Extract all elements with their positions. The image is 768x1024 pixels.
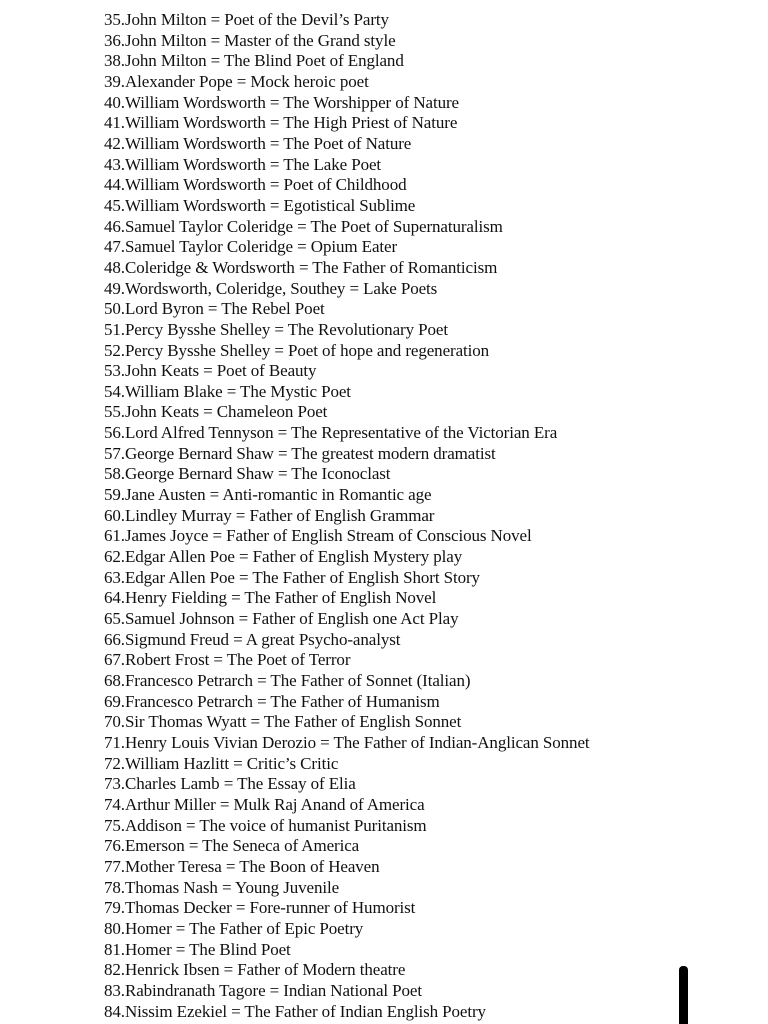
list-item: 50.Lord Byron = The Rebel Poet [104,299,325,319]
list-item: 56.Lord Alfred Tennyson = The Representative of the Victorian Era [104,423,558,443]
list-item: 75.Addison = The voice of humanist Puritanism [104,815,427,835]
list-item: 41.William Wordsworth = The High Priest of Nature [104,113,458,133]
list-item: 49.Wordsworth, Coleridge, Southey = Lake Poets [104,278,438,298]
list-item: 63.Edgar Allen Poe = The Father of English Short Story [104,567,480,587]
list-item: 45.William Wordsworth = Egotistical Sublime [104,195,416,215]
list-item: 68.Francesco Petrarch = The Father of Sonnet (Italian) [104,671,471,690]
list-item: 79.Thomas Decker = Fore-runner of Humorist [104,898,416,918]
list-item: 76.Emerson = The Seneca of America [104,836,360,856]
list-item: 70.Sir Thomas Wyatt = The Father of English Sonnet [104,712,462,732]
list-item: 39.Alexander Pope = Mock heroic poet [104,71,369,91]
list-item: 71.Henry Louis Vivian Derozio = The Father of Indian-Anglican Sonnet [104,732,590,752]
list-item: 78.Thomas Nash = Young Juvenile [104,877,340,897]
epithet-list [104,10,590,1022]
list-item: 69.Francesco Petrarch = The Father of Humanism [104,691,440,711]
list-item: 67.Robert Frost = The Poet of Terror [104,650,351,670]
list-item: 74.Arthur Miller = Mulk Raj Anand of America [104,794,425,814]
list-item: 60.Lindley Murray = Father of English Grammar [104,505,435,525]
list-item: 55.John Keats = Chameleon Poet [104,402,328,422]
list-item: 66.Sigmund Freud = A great Psycho-analyst [104,629,401,649]
list-item: 42.William Wordsworth = The Poet of Nature [104,133,412,153]
list-item: 57.George Bernard Shaw = The greatest modern dramatist [104,443,496,463]
list-item: 84.Nissim Ezekiel = The Father of Indian English Poetry [104,1001,486,1021]
list-item: 77.Mother Teresa = The Boon of Heaven [104,856,380,876]
list-item: 64.Henry Fielding = The Father of English Novel [104,588,437,608]
list-item: 38.John Milton = The Blind Poet of England [104,51,404,71]
list-item: 83.Rabindranath Tagore = Indian National Poet [104,980,423,1000]
list-item: 43.William Wordsworth = The Lake Poet [104,154,382,174]
list-item: 58.George Bernard Shaw = The Iconoclast [104,464,391,484]
list-item: 80.Homer = The Father of Epic Poetry [104,918,364,938]
list-item: 36.John Milton = Master of the Grand style [104,30,396,50]
list-item: 59.Jane Austen = Anti-romantic in Romantic age [104,485,432,505]
list-item: 73.Charles Lamb = The Essay of Elia [104,774,356,794]
list-item: 52.Percy Bysshe Shelley = Poet of hope and regeneration [104,340,490,360]
list-item: 54.William Blake = The Mystic Poet [104,381,351,401]
list-item: 53.John Keats = Poet of Beauty [104,361,317,381]
list-item: 61.James Joyce = Father of English Stream of Conscious Novel [104,526,532,546]
list-item: 51.Percy Bysshe Shelley = The Revolutionary Poet [104,319,448,339]
list-item: 35.John Milton = Poet of the Devil’s Party [104,10,389,29]
list-item: 40.William Wordsworth = The Worshipper of Nature [104,92,459,112]
list-item: 81.Homer = The Blind Poet [104,939,291,959]
list-item: 82.Henrick Ibsen = Father of Modern theatre [104,960,406,980]
list-item: 72.William Hazlitt = Critic’s Critic [104,753,339,773]
list-item: 46.Samuel Taylor Coleridge = The Poet of Supernaturalism [104,216,503,236]
list-item: 65.Samuel Johnson = Father of English one Act Play [104,609,459,629]
page-edge-mark [679,966,688,1024]
list-item: 47.Samuel Taylor Coleridge = Opium Eater [104,237,398,257]
list-item: 48.Coleridge & Wordsworth = The Father of Romanticism [104,257,498,277]
list-item: 62.Edgar Allen Poe = Father of English Mystery play [104,547,463,567]
list-item: 44.William Wordsworth = Poet of Childhood [104,175,407,195]
